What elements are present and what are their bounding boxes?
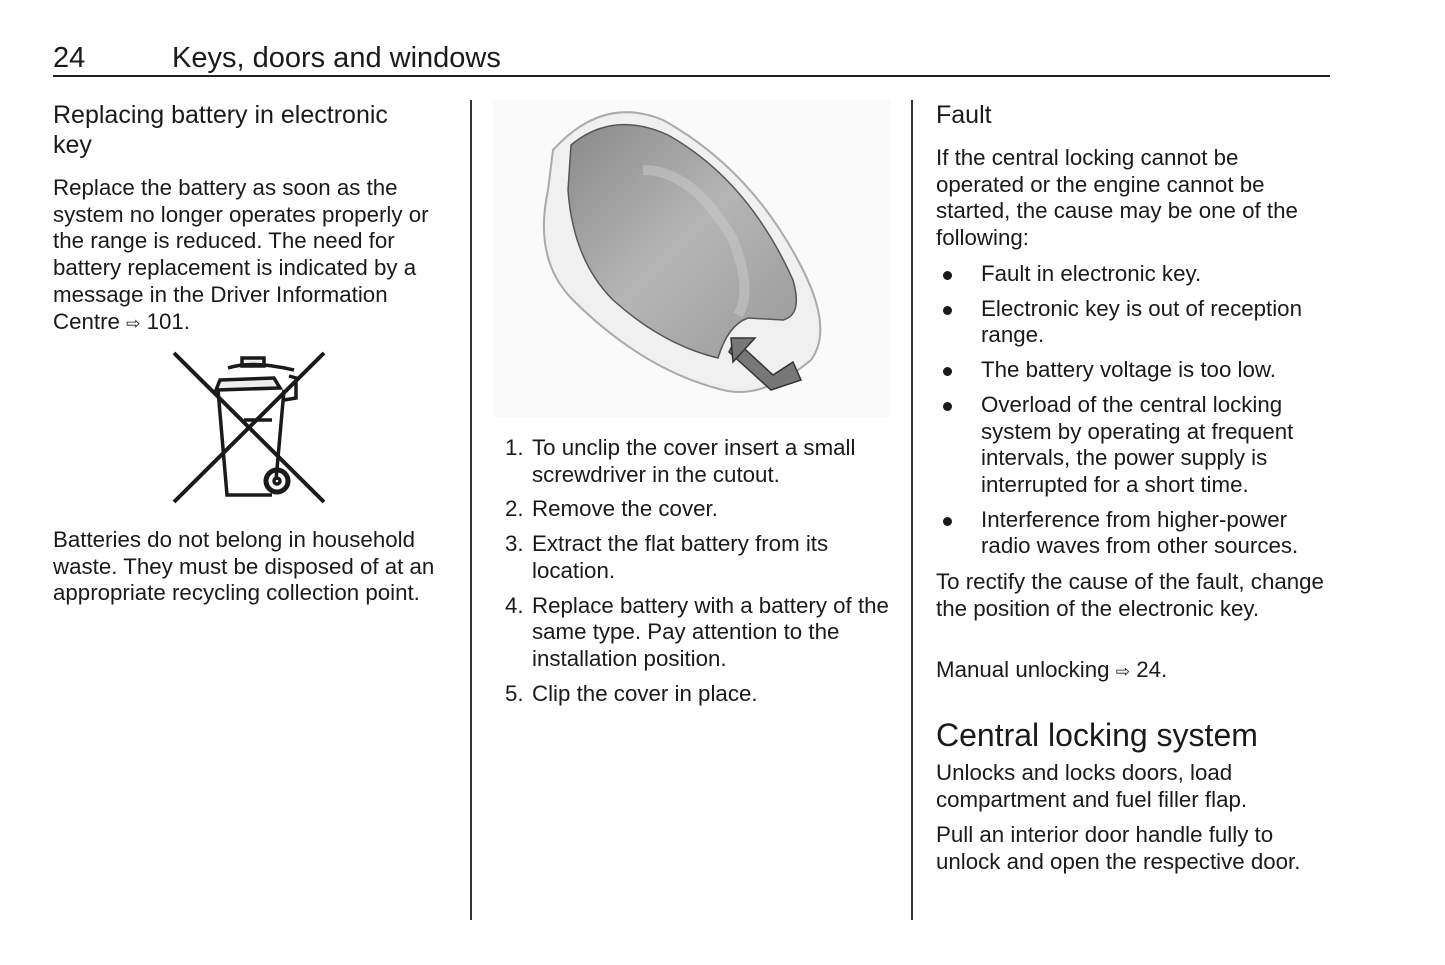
- step-number: 3.: [505, 531, 524, 557]
- paragraph: If the central locking cannot be operated or the engine cannot be started, the cause may be one of the following:: [936, 145, 1298, 251]
- paragraph: To rectify the cause of the fault, change the position of the electronic key.: [936, 569, 1324, 621]
- list-item: [936, 261, 1336, 288]
- electronic-key-cover-illustration: [493, 100, 890, 417]
- paragraph: Unlocks and locks doors, load compartment and fuel filler flap.: [936, 760, 1248, 812]
- fault-heading: Fault: [936, 101, 992, 129]
- bullet-icon: [943, 306, 952, 315]
- bullet-text: Overload of the central locking system by operating at frequent intervals, the power supply is interrupted for a short time.: [981, 391, 1294, 497]
- step-text: To unclip the cover insert a small screwdriver in the cutout.: [532, 435, 856, 487]
- chapter-title: Keys, doors and windows: [172, 42, 501, 74]
- step-text: Extract the flat battery from its location.: [532, 531, 829, 583]
- list-item: [936, 357, 1336, 384]
- paragraph: [53, 175, 458, 337]
- page-reference[interactable]: 101.: [146, 308, 190, 334]
- header-rule: [53, 75, 1330, 77]
- paragraph-text: Replace the battery as soon as the system no longer operates properly or the range is reduced. The need for battery replacement is indicated by a message in the Driver Information Centre: [53, 175, 429, 334]
- list-item: [505, 435, 890, 488]
- column-divider: [911, 100, 913, 920]
- bullet-text: Fault in electronic key.: [981, 261, 1202, 286]
- page-reference-arrow-icon: ⇨: [126, 313, 141, 333]
- list-item: [936, 392, 1336, 499]
- page-reference[interactable]: 24.: [1136, 657, 1168, 682]
- step-number: 5.: [505, 680, 524, 706]
- list-item: [505, 531, 890, 584]
- bullet-icon: [943, 367, 952, 376]
- bullet-text: Interference from higher-power radio waves from other sources.: [981, 506, 1299, 559]
- fault-list: [936, 261, 1336, 568]
- list-item: [505, 496, 890, 523]
- step-number: 2.: [505, 496, 524, 522]
- step-number: 1.: [505, 435, 524, 460]
- bullet-text: Electronic key is out of reception range.: [981, 295, 1302, 348]
- step-text: Remove the cover.: [532, 496, 718, 522]
- steps-list: [505, 435, 890, 715]
- crossed-out-wheelie-bin-icon: [172, 350, 328, 505]
- paragraph: [936, 657, 1336, 686]
- step-text: Clip the cover in place.: [532, 680, 758, 706]
- list-item: [505, 681, 890, 708]
- section-heading: Replacing battery in electronic key: [53, 101, 388, 159]
- step-text: Replace battery with a battery of the same type. Pay attention to the installation position.: [532, 592, 889, 671]
- bullet-text: The battery voltage is too low.: [981, 357, 1276, 383]
- page-reference-arrow-icon: ⇨: [1115, 662, 1130, 681]
- paragraph-text: Manual unlocking: [936, 657, 1110, 682]
- bullet-icon: [943, 517, 952, 526]
- step-number: 4.: [505, 592, 524, 618]
- section-heading: Central locking system: [936, 717, 1258, 753]
- bullet-icon: [943, 271, 952, 280]
- list-item: [505, 593, 890, 673]
- list-item: [936, 296, 1336, 349]
- paragraph: Pull an interior door handle fully to unlock and open the respective door.: [936, 822, 1301, 874]
- page-number: 24: [53, 42, 86, 74]
- column-divider: [470, 100, 472, 920]
- paragraph: Batteries do not belong in household waste. They must be disposed of at an appropriate recycling collection point.: [53, 527, 435, 606]
- bullet-icon: [943, 402, 952, 411]
- list-item: [936, 507, 1336, 560]
